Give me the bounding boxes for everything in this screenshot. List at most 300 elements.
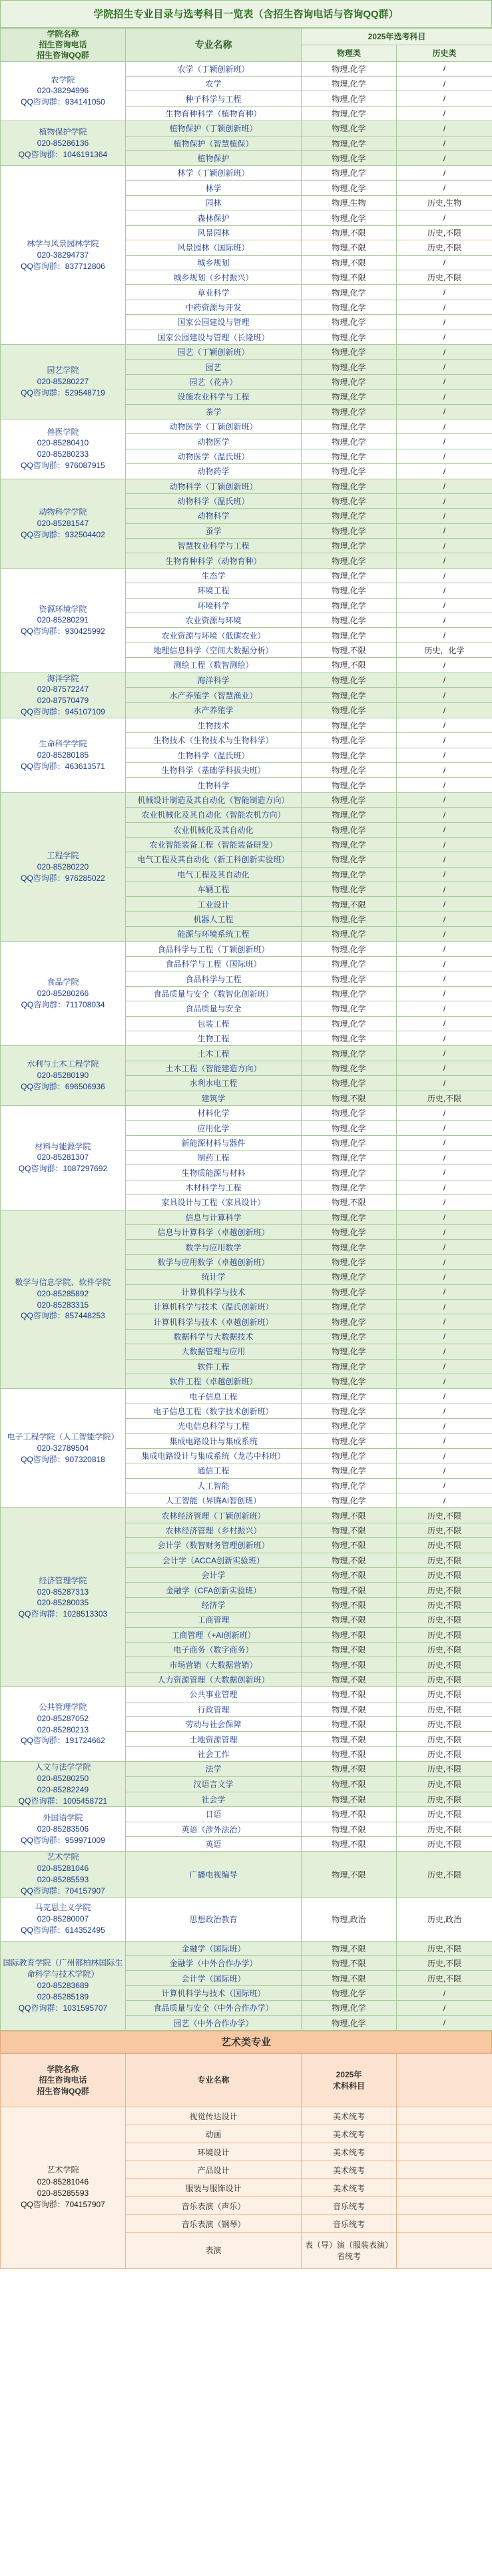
major-name: 森林保护: [126, 210, 302, 225]
college-cell: [1, 1807, 126, 1852]
physics-requirement: 物理,不限: [302, 1508, 397, 1523]
major-name: 计算机科学与技术（卓越创新班）: [126, 1314, 302, 1329]
physics-requirement: 物理,化学: [302, 360, 397, 374]
physics-requirement: 物理,化学: [302, 1374, 397, 1388]
physics-requirement: 物理,不限: [302, 1822, 397, 1836]
physics-requirement: 物理,化学: [302, 76, 397, 91]
history-requirement: /: [397, 1031, 492, 1045]
physics-requirement: 物理,化学: [302, 404, 397, 419]
major-name: 水产养殖学: [126, 703, 302, 718]
physics-requirement: 物理,生物: [302, 196, 397, 210]
arts-major-name: 音乐表演（声乐）: [126, 2197, 302, 2215]
physics-requirement: 物理,化学: [302, 613, 397, 628]
physics-requirement: 物理,不限: [302, 1627, 397, 1642]
college-name: 工程学院: [47, 850, 79, 860]
arts-empty-cell: [397, 2107, 492, 2125]
arts-requirement: 美术统考: [302, 2107, 397, 2125]
table-row: [1, 1508, 492, 1523]
college-phone: 020-85280250: [37, 1773, 89, 1783]
major-name: 风景园林: [126, 225, 302, 240]
history-requirement: /: [397, 1493, 492, 1508]
college-qq: QQ咨询群：529548719: [21, 387, 105, 397]
history-requirement: 历史,不限: [397, 1941, 492, 1955]
history-requirement: /: [397, 941, 492, 956]
physics-requirement: 物理,化学: [302, 1359, 397, 1374]
college-header-line: 招生咨询QQ群: [37, 51, 89, 61]
history-requirement: /: [397, 285, 492, 300]
college-phone: 020-87570479: [37, 696, 89, 706]
major-name: 社会工作: [126, 1746, 302, 1761]
history-requirement: 历史,不限: [397, 1792, 492, 1807]
college-phone: 020-85281307: [37, 1153, 89, 1162]
physics-requirement: 物理,不限: [302, 658, 397, 672]
major-name: 公共事业管理: [126, 1687, 302, 1702]
history-requirement: 历史,不限: [397, 1746, 492, 1761]
physics-requirement: 物理,化学: [302, 61, 397, 76]
arts-table: [0, 2053, 492, 2269]
major-name: 电子商务（数字商务）: [126, 1642, 302, 1657]
table-row: [1, 1687, 492, 1702]
physics-requirement: 物理,不限: [302, 643, 397, 657]
major-name: 国家公园建设与管理: [126, 315, 302, 330]
arts-row: [1, 2107, 492, 2125]
physics-requirement: 物理,化学: [302, 688, 397, 703]
major-name: 金融学（中外合作办学）: [126, 1956, 302, 1971]
physics-requirement: 物理,不限: [302, 897, 397, 911]
physics-requirement: 物理,不限: [302, 1657, 397, 1672]
college-name: 电子工程学院（人工智能学院）: [7, 1432, 119, 1442]
history-requirement: 历史,不限: [397, 1508, 492, 1523]
history-requirement: /: [397, 539, 492, 553]
history-requirement: 历史,不限: [397, 1597, 492, 1612]
college-phone: 020-85280007: [37, 1914, 89, 1924]
history-requirement: /: [397, 927, 492, 941]
history-requirement: /: [397, 822, 492, 837]
major-name: 园艺: [126, 360, 302, 374]
physics-requirement: 物理,化学: [302, 493, 397, 508]
history-requirement: /: [397, 1225, 492, 1240]
table-row: [1, 1762, 492, 1777]
physics-requirement: 物理,化学: [302, 733, 397, 748]
physics-requirement: 物理,化学: [302, 628, 397, 643]
major-name: 农业机械化及其自动化: [126, 822, 302, 837]
history-requirement: /: [397, 613, 492, 628]
college-name: 园艺学院: [47, 366, 79, 376]
physics-requirement: 物理,化学: [302, 1284, 397, 1299]
physics-requirement: 物理,不限: [302, 1776, 397, 1792]
physics-requirement: 物理,化学: [302, 1404, 397, 1418]
physics-requirement: 物理,不限: [302, 1837, 397, 1852]
major-name: 电子信息工程: [126, 1389, 302, 1404]
major-name: 经济学: [126, 1597, 302, 1612]
history-requirement: /: [397, 1284, 492, 1299]
history-requirement: /: [397, 897, 492, 911]
table-row: [1, 61, 492, 76]
major-name: 园艺（丁颖创新班）: [126, 344, 302, 359]
major-name: 生态学: [126, 568, 302, 583]
history-requirement: /: [397, 1270, 492, 1284]
physics-requirement: 物理,化学: [302, 1061, 397, 1075]
physics-requirement: 物理,化学: [302, 762, 397, 777]
arts-requirement: 美术统考: [302, 2179, 397, 2197]
physics-requirement: 物理,化学: [302, 449, 397, 463]
physics-requirement: 物理,化学: [302, 210, 397, 225]
college-qq: QQ咨询群：857448253: [21, 1311, 105, 1321]
physics-requirement: 物理,化学: [302, 792, 397, 807]
major-name: 生物科学: [126, 778, 302, 792]
physics-requirement: 物理,化学: [302, 583, 397, 598]
major-name: 集成电路设计与集成系统（龙芯中科班）: [126, 1448, 302, 1463]
history-requirement: /: [397, 1254, 492, 1269]
college-qq: QQ咨询群：1046191364: [18, 149, 108, 159]
major-name: 国家公园建设与管理（长隆班）: [126, 330, 302, 344]
major-name: 食品质量与安全: [126, 1001, 302, 1016]
major-name: 生物技术（生物技术与生物科学）: [126, 733, 302, 748]
major-name: 计算机科学与技术（国际班）: [126, 1985, 302, 2000]
physics-requirement: 物理,不限: [302, 225, 397, 240]
college-phone: 020-85287313: [37, 1587, 89, 1597]
physics-requirement: 物理,化学: [302, 434, 397, 449]
physics-requirement: 物理,不限: [302, 1971, 397, 1985]
arts-major-name: 产品设计: [126, 2161, 302, 2179]
major-name: 会计学（ACCA创新实验班）: [126, 1553, 302, 1567]
history-requirement: /: [397, 1180, 492, 1194]
table-row: [1, 166, 492, 180]
history-requirement: 历史,不限: [397, 1657, 492, 1672]
college-qq: QQ咨询群：932504402: [21, 529, 105, 539]
college-qq: QQ咨询群：704157907: [21, 1886, 105, 1896]
history-requirement: /: [397, 166, 492, 180]
history-requirement: /: [397, 837, 492, 852]
major-name: 信息与计算科学（卓越创新班）: [126, 1225, 302, 1240]
physics-requirement: 物理,化学: [302, 419, 397, 433]
college-header-line: 学院名称: [47, 29, 79, 39]
major-name: 电气工程及其自动化（新工科创新实验班）: [126, 852, 302, 867]
arts-college-header-line: 招生咨询QQ群: [37, 2086, 89, 2096]
history-requirement: 历史,不限: [397, 1642, 492, 1657]
history-requirement: /: [397, 718, 492, 732]
major-name: 测绘工程（数智测绘）: [126, 658, 302, 672]
physics-requirement: 物理,化学: [302, 91, 397, 106]
history-requirement: 历史,不限: [397, 1702, 492, 1716]
major-name: 农林经济管理（丁颖创新班）: [126, 1508, 302, 1523]
history-requirement: /: [397, 300, 492, 314]
college-cell: [1, 1389, 126, 1508]
history-requirement: 历史,不限: [397, 1538, 492, 1553]
history-requirement: /: [397, 1240, 492, 1254]
college-phone: 020-85280213: [37, 1724, 89, 1734]
major-name: 机器人工程: [126, 911, 302, 926]
major-name: 日语: [126, 1807, 302, 1822]
history-requirement: 历史,不限: [397, 1732, 492, 1746]
college-phone: 020-38294737: [37, 250, 89, 260]
arts-requirement: 美术统考: [302, 2161, 397, 2179]
college-name: 经济管理学院: [39, 1575, 87, 1585]
physics-requirement: 物理,化学: [302, 971, 397, 986]
major-name: 农业资源与环境: [126, 613, 302, 628]
college-phone: 020-85280035: [37, 1598, 89, 1608]
history-requirement: /: [397, 808, 492, 822]
history-requirement: /: [397, 1195, 492, 1210]
history-requirement: /: [397, 464, 492, 479]
physics-requirement: 物理,政治: [302, 1897, 397, 1941]
college-phone: 020-85280291: [37, 615, 89, 625]
major-name: 水利水电工程: [126, 1076, 302, 1091]
history-requirement: /: [397, 1046, 492, 1061]
table-row: [1, 672, 492, 688]
physics-requirement: 物理,化学: [302, 778, 397, 792]
history-requirement: /: [397, 76, 492, 91]
major-name: 金融学（国际班）: [126, 1941, 302, 1955]
history-requirement: /: [397, 2001, 492, 2015]
major-table: [0, 28, 492, 2031]
college-cell: [1, 1941, 126, 2030]
arts-section-title: 艺术类专业: [0, 2031, 492, 2053]
physics-requirement: 物理,化学: [302, 1105, 397, 1120]
history-requirement: 历史,不限: [397, 1822, 492, 1836]
physics-requirement: 物理,化学: [302, 539, 397, 553]
physics-requirement: 物理,不限: [302, 1091, 397, 1105]
physics-requirement: 物理,化学: [302, 568, 397, 583]
history-requirement: /: [397, 911, 492, 926]
major-name: 软件工程: [126, 1359, 302, 1374]
physics-requirement: 物理,化学: [302, 1016, 397, 1031]
major-name: 人工智能（昇腾AI智创班）: [126, 1493, 302, 1508]
college-cell: [1, 941, 126, 1046]
physics-requirement: 物理,化学: [302, 1031, 397, 1045]
major-name: 工商管理（+AI创新班）: [126, 1627, 302, 1642]
physics-requirement: 物理,化学: [302, 927, 397, 941]
college-phone: 020-85281046: [37, 1864, 89, 1874]
history-requirement: /: [397, 1016, 492, 1031]
physics-requirement: 物理,化学: [302, 330, 397, 344]
history-requirement: 历史,不限: [397, 225, 492, 240]
college-name: 农学院: [51, 75, 75, 85]
history-requirement: 历史,不限: [397, 1091, 492, 1105]
history-requirement: /: [397, 1001, 492, 1016]
physics-requirement: 物理,不限: [302, 1807, 397, 1822]
major-name: 法学: [126, 1762, 302, 1777]
major-name: 会计学（国际班）: [126, 1971, 302, 1985]
major-name: 中药资源与开发: [126, 300, 302, 314]
major-name: 农学: [126, 76, 302, 91]
history-requirement: 历史,政治: [397, 1897, 492, 1941]
history-column-header: 历史类: [397, 45, 492, 61]
history-requirement: /: [397, 598, 492, 613]
physics-requirement: 物理,化学: [302, 121, 397, 136]
college-phone: 020-85281046: [37, 2177, 89, 2187]
college-qq: QQ咨询群：837712806: [21, 261, 105, 271]
college-cell: [1, 718, 126, 792]
page-title: 学院招生专业目录与选考科目一览表（含招生咨询电话与咨询QQ群）: [0, 0, 492, 28]
college-name: 海洋学院: [47, 673, 79, 683]
history-requirement: /: [397, 360, 492, 374]
college-name: 生命科学学院: [39, 739, 87, 749]
college-name: 林学与风景园林学院: [27, 238, 99, 248]
history-requirement: /: [397, 210, 492, 225]
history-requirement: /: [397, 1314, 492, 1329]
physics-requirement: 物理,不限: [302, 1583, 397, 1597]
major-name: 种子科学与工程: [126, 91, 302, 106]
major-name: 家具设计与工程（家具设计）: [126, 1195, 302, 1210]
major-name: 动物科学（温氏班）: [126, 493, 302, 508]
history-requirement: /: [397, 150, 492, 165]
college-qq: QQ咨询群：959971009: [21, 1835, 105, 1845]
college-qq: QQ咨询群：907320818: [21, 1454, 105, 1464]
history-requirement: /: [397, 404, 492, 419]
major-name: 草业科学: [126, 285, 302, 300]
arts-major-name: 表演: [126, 2233, 302, 2269]
physics-requirement: 物理,化学: [302, 703, 397, 718]
history-requirement: /: [397, 882, 492, 897]
college-name: 动物科学学院: [39, 507, 87, 517]
college-qq: QQ咨询群：696506936: [21, 1082, 105, 1092]
physics-requirement: 物理,化学: [302, 1210, 397, 1224]
college-name: 资源环境学院: [39, 604, 87, 614]
history-requirement: /: [397, 748, 492, 762]
arts-college-header-line: 招生咨询电话: [39, 2075, 87, 2085]
history-requirement: /: [397, 1374, 492, 1388]
arts-college-header: [1, 2054, 126, 2107]
college-phone: 020-32789504: [37, 1443, 89, 1453]
major-name: 蚕学: [126, 523, 302, 538]
major-name: 土木工程（智能建造方向）: [126, 1061, 302, 1075]
table-row: [1, 419, 492, 433]
major-name: 会计学: [126, 1568, 302, 1583]
history-requirement: /: [397, 255, 492, 270]
college-header-line: 招生咨询电话: [39, 40, 87, 50]
arts-empty-cell: [397, 2215, 492, 2233]
physics-requirement: 物理,化学: [302, 867, 397, 882]
major-name: 数据科学与大数据技术: [126, 1329, 302, 1344]
major-name: 汉语言文学: [126, 1776, 302, 1792]
history-requirement: /: [397, 91, 492, 106]
physics-requirement: 物理,化学: [302, 479, 397, 493]
major-name: 电子信息工程（数字技术创新班）: [126, 1404, 302, 1418]
physics-requirement: 物理,不限: [302, 255, 397, 270]
table-row: [1, 1941, 492, 1955]
college-name: 食品学院: [47, 977, 79, 987]
major-name: 林学（丁颖创新班）: [126, 166, 302, 180]
physics-requirement: 物理,化学: [302, 2001, 397, 2015]
physics-requirement: 物理,化学: [302, 1254, 397, 1269]
physics-requirement: 物理,化学: [302, 1344, 397, 1359]
physics-requirement: 物理,化学: [302, 957, 397, 971]
history-requirement: /: [397, 553, 492, 568]
physics-requirement: 物理,化学: [302, 672, 397, 688]
physics-requirement: 物理,化学: [302, 1180, 397, 1194]
physics-requirement: 物理,化学: [302, 1478, 397, 1493]
physics-requirement: 物理,化学: [302, 1300, 397, 1314]
history-requirement: /: [397, 658, 492, 672]
physics-requirement: 物理,不限: [302, 1523, 397, 1537]
college-qq: QQ咨询群：1005458721: [18, 1796, 108, 1806]
history-requirement: /: [397, 330, 492, 344]
history-requirement: 历史,不限: [397, 240, 492, 255]
major-name: 计算机科学与技术: [126, 1284, 302, 1299]
physics-requirement: 物理,化学: [302, 1240, 397, 1254]
college-cell: [1, 419, 126, 479]
history-requirement: /: [397, 136, 492, 150]
arts-major-name: 服装与服饰设计: [126, 2179, 302, 2197]
history-requirement: /: [397, 628, 492, 643]
major-name: 动物药学: [126, 464, 302, 479]
major-name: 广播电视编导: [126, 1852, 302, 1897]
college-qq: QQ咨询群：1087297692: [18, 1164, 108, 1174]
physics-requirement: 物理,化学: [302, 1046, 397, 1061]
major-name: 人力资源管理（大数据创新班）: [126, 1672, 302, 1686]
history-requirement: /: [397, 523, 492, 538]
major-name: 农业机械化及其自动化（智能农机方向）: [126, 808, 302, 822]
major-name: 地理信息科学（空间大数据分析）: [126, 643, 302, 657]
history-requirement: /: [397, 852, 492, 867]
major-name: 数学与应用数学: [126, 1240, 302, 1254]
major-name: 生物科学（温氏班）: [126, 748, 302, 762]
history-requirement: /: [397, 1478, 492, 1493]
college-qq: QQ咨询群：704157907: [21, 2200, 105, 2210]
physics-requirement: 物理,化学: [302, 911, 397, 926]
major-name: 劳动与社会保障: [126, 1716, 302, 1731]
college-qq: QQ咨询群：976285022: [21, 873, 105, 883]
arts-college-header-line: 学院名称: [47, 2065, 79, 2075]
history-requirement: 历史,不限: [397, 1776, 492, 1792]
college-cell: [1, 1852, 126, 1897]
major-name: 包装工程: [126, 1016, 302, 1031]
college-phone: 020-85285593: [37, 2189, 89, 2198]
physics-requirement: 物理,不限: [302, 1762, 397, 1777]
major-name: 制药工程: [126, 1151, 302, 1165]
physics-requirement: 物理,化学: [302, 136, 397, 150]
major-name: 人工智能: [126, 1478, 302, 1493]
history-requirement: /: [397, 583, 492, 598]
major-name: 集成电路设计与集成系统: [126, 1433, 302, 1448]
history-requirement: /: [397, 389, 492, 404]
college-cell: [1, 344, 126, 419]
physics-requirement: 物理,化学: [302, 374, 397, 389]
college-phone: 020-85285593: [37, 1875, 89, 1885]
major-name: 软件工程（卓越创新班）: [126, 1374, 302, 1388]
college-phone: 020-85281547: [37, 518, 89, 528]
arts-empty-header: [397, 2054, 492, 2107]
physics-requirement: 物理,化学: [302, 748, 397, 762]
physics-requirement: 物理,化学: [302, 822, 397, 837]
college-cell: [1, 1508, 126, 1687]
history-requirement: 历史,不限: [397, 1523, 492, 1537]
history-requirement: 历史,不限: [397, 1971, 492, 1985]
major-name: 设施农业科学与工程: [126, 389, 302, 404]
arts-major-name: 音乐表演（钢琴）: [126, 2215, 302, 2233]
history-requirement: /: [397, 688, 492, 703]
history-requirement: /: [397, 1061, 492, 1075]
major-name: 林学: [126, 180, 302, 195]
physics-requirement: 物理,化学: [302, 837, 397, 852]
history-requirement: /: [397, 344, 492, 359]
college-phone: 020-85285189: [37, 1991, 89, 2001]
history-requirement: /: [397, 1448, 492, 1463]
major-name: 动物科学: [126, 509, 302, 523]
physics-requirement: 物理,不限: [302, 1852, 397, 1897]
major-name: 工业设计: [126, 897, 302, 911]
physics-requirement: 物理,不限: [302, 1746, 397, 1761]
college-phone: 020-85280410: [37, 438, 89, 448]
history-requirement: 历史,不限: [397, 1807, 492, 1822]
college-column-header: [1, 29, 126, 62]
history-requirement: 历史,不限: [397, 1613, 492, 1627]
college-name: 外国语学院: [43, 1813, 83, 1823]
history-requirement: /: [397, 568, 492, 583]
major-name: 动物医学（温氏班）: [126, 449, 302, 463]
history-requirement: /: [397, 1344, 492, 1359]
